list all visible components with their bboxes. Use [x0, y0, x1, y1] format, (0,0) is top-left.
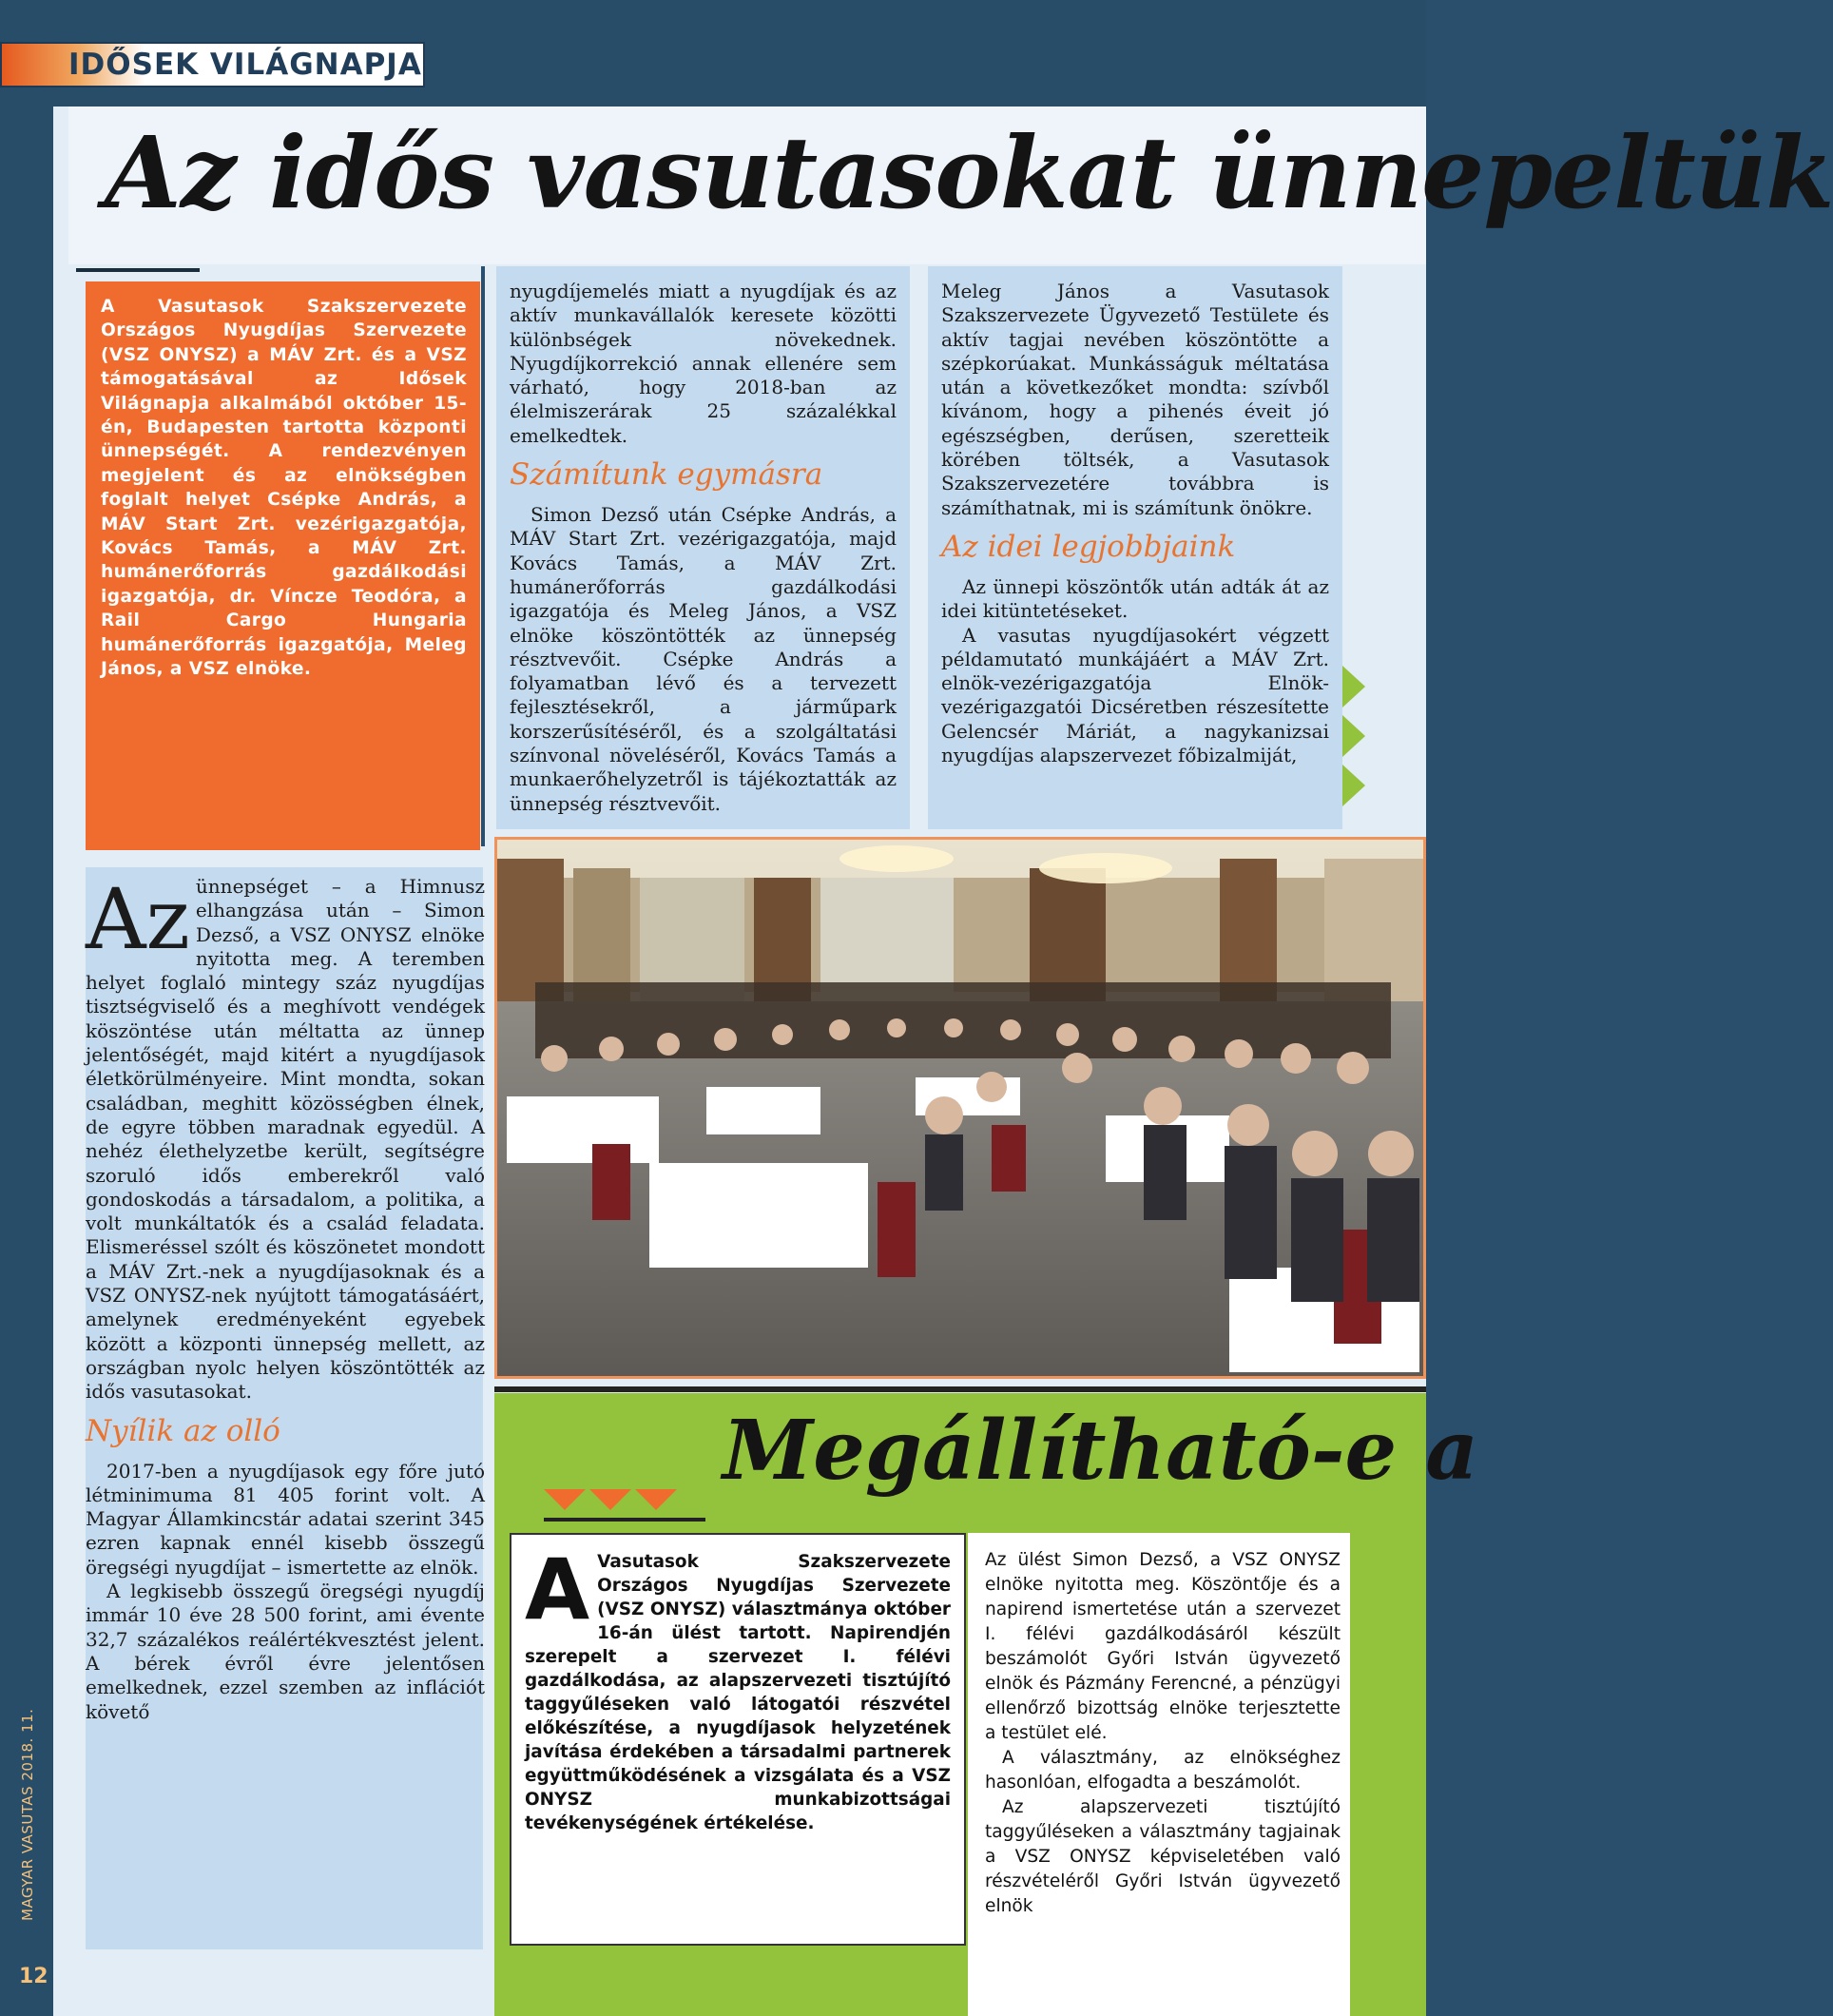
lead-side-rule	[481, 266, 485, 846]
article2-body	[968, 1533, 1350, 2016]
body-paragraph: nyugdíjemelés miatt a nyugdíjak és az aktív munkavállalók keresete közötti különbségek növekednek. Nyugdíjkorrekció annak ellenére sem várható, hogy 2018-ban az élelmiszerárak 25 százalékkal emelkedtek.	[510, 280, 897, 447]
event-photo	[494, 837, 1426, 1379]
lead-text: Vasutasok Szakszervezete Országos Nyugdíjas Szervezete (VSZ ONYSZ) választmánya október 16-án ülést tartott. Napirendjén szerepelt a szervezet I. félévi gazdálkodása, az alapszervezeti tisztújító taggyűléseken való látogatói részvétel előkészítése, a nyugdíjasok helyzetének javítása érdekében a társadalmi partnerek együttműködésének a vizsgálata és a VSZ ONYSZ munkabizottságai tevékenységének értékelése.	[525, 1552, 951, 1833]
column-2	[496, 266, 910, 829]
lead-paragraph: A Vasutasok Szakszervezete Országos Nyugdíjas Szervezete (VSZ ONYSZ) a MÁV Zrt. és a VSZ támogatásával az Idősek Világnapja alkalmából október 15-én, Budapesten tartotta központi ünnepségét. A rendezvényen megjelent és az elnökségben foglalt helyet Csépke András, a MÁV Start Zrt. vezérigazgatója, Kovács Tamás, a MÁV Zrt. humánerőforrás gazdálkodási igazgatója, dr. Víncze Teodóra, a Rail Cargo Hungaria humánerőforrás igazgatója, Meleg János, a VSZ elnöke.	[86, 281, 480, 850]
section-divider	[494, 1386, 1426, 1392]
arrow-icon	[1342, 715, 1365, 757]
body-paragraph: 2017-ben a nyugdíjasok egy főre jutó létminimuma 81 405 forint volt. A Magyar Államkincstár adatai szerint 345 ezren kapnak ennél kisebb összegű öregségi nyugdíjat – ismertette az elnök.	[86, 1459, 485, 1579]
body-paragraph: Az alapszervezeti tisztújító taggyűléseken a választmány tagjainak a VSZ ONYSZ képviseletében való részvételéről Győri István ügyvezető elnök	[985, 1797, 1341, 1916]
banquet-hall-illustration	[497, 840, 1423, 1376]
drop-cap: Az	[86, 870, 190, 968]
column-3	[928, 266, 1342, 829]
drop-cap: A	[525, 1541, 590, 1638]
body-paragraph: A vasutas nyugdíjasokért végzett példamutató munkájáért a MÁV Zrt. elnök-vezérigazgatója Elnök-vezérigazgatói Dicséretben részesítette Gelencsér Máriát, a nagykanizsai nyugdíjas alapszervezet főbizalmiját,	[941, 623, 1329, 767]
lead-rule	[76, 268, 200, 272]
triangle-icon	[544, 1489, 586, 1510]
triangle-icon	[589, 1489, 631, 1510]
subheading: Az idei legjobbjaink	[941, 529, 1236, 564]
arrow-icon	[1342, 765, 1365, 806]
arrow-icon	[1342, 666, 1365, 708]
body-paragraph: ünnepséget – a Himnusz elhangzása után – Simon Dezső, a VSZ ONYSZ elnöke nyitotta meg. A teremben helyet foglaló mintegy száz nyugdíjas tisztségviselő és a meghívott vendégek köszöntése után méltatta az ünnep jelentőségét, majd kitért a nyugdíjasok életkörülményeire. Mint mondta, sokan családban, meghitt közösségben élnek, de egyre többen maradnak egyedül. A nehéz élethelyzetbe került, segítségre szoruló idős emberekről való gondoskodás a társadalom, a politika, a volt munkáltatók és a család feladata. Elismeréssel szólt és köszönetet mondott a MÁV Zrt.-nek a nyugdíjasoknak és a VSZ ONYSZ-nek nyújtott támogatásáért, amelynek eredményeként egyebek között a központi ünnepség mellett, az országban nyolc helyen köszöntötték az idős vasutasokat.	[86, 875, 485, 1404]
body-paragraph: A választmány, az elnökséghez hasonlóan, elfogadta a beszámolót.	[985, 1748, 1341, 1793]
section-tag	[0, 42, 425, 87]
magazine-issue: MAGYAR VASUTAS 2018. 11.	[19, 1708, 36, 1921]
section-title: IDŐSEK VILÁGNAPJA	[68, 48, 422, 82]
subheading: Számítunk egymásra	[510, 457, 823, 493]
body-paragraph: A legkisebb összegű öregségi nyugdíj immár 10 éve 28 500 forint, ami évente 32,7 százalékos reálértékvesztést jelent. A bérek évről évre jelentősen emelkednek, ezzel szemben az inflációt követő	[86, 1580, 485, 1723]
article2-title: Megállítható-e a	[723, 1403, 1478, 1499]
article2-lead	[510, 1533, 966, 1946]
title-rule	[544, 1518, 705, 1522]
body-paragraph: Az ünnepi köszöntők után adták át az idei kitüntetéseket.	[941, 574, 1329, 623]
body-paragraph: Simon Dezső után Csépke András, a MÁV Start Zrt. vezérigazgatója, majd Kovács Tamás, a MÁV Zrt. humánerőforrás gazdálkodási igazgatója és Meleg János, a VSZ elnöke köszöntötték az ünnepség résztvevőit. Csépke András a folyamatban lévő és a tervezett fejlesztésekről, a járműpark korszerűsítéséről, és a szolgáltatási színvonal növeléséről, Kovács Tamás a munkaerőhelyzetről is tájékoztatták az ünnepség résztvevőit.	[510, 503, 897, 815]
magazine-label	[19, 1674, 44, 1921]
body-paragraph: Az ülést Simon Dezső, a VSZ ONYSZ elnöke nyitotta meg. Köszöntője és a napirend ismertetése után a szervezet I. félévi gazdálkodásáról készült beszámolót Győri István ügyvezető elnök és Pázmány Ferencné, a pénzügyi ellenőrző bizottság elnöke terjesztette a testület elé.	[985, 1550, 1341, 1743]
triangle-icon	[635, 1489, 677, 1510]
page-number: 12	[19, 1965, 48, 1988]
article-title: Az idős vasutasokat ünnepeltük	[105, 114, 1833, 231]
column-1	[86, 870, 485, 1945]
body-paragraph: Meleg János a Vasutasok Szakszervezete Ügyvezető Testülete és aktív tagjai nevében köszöntötte a szépkorúakat. Munkásságuk méltatása után a következőket mondta: szívből kívánom, hogy a pihenés éveit jó egészségben, derűsen, szeretteik körében töltsék, a Vasutasok Szakszervezetére továbbra is számíthatnak, mi is számítunk önökre.	[941, 280, 1329, 519]
subheading: Nyílik az olló	[86, 1413, 280, 1448]
